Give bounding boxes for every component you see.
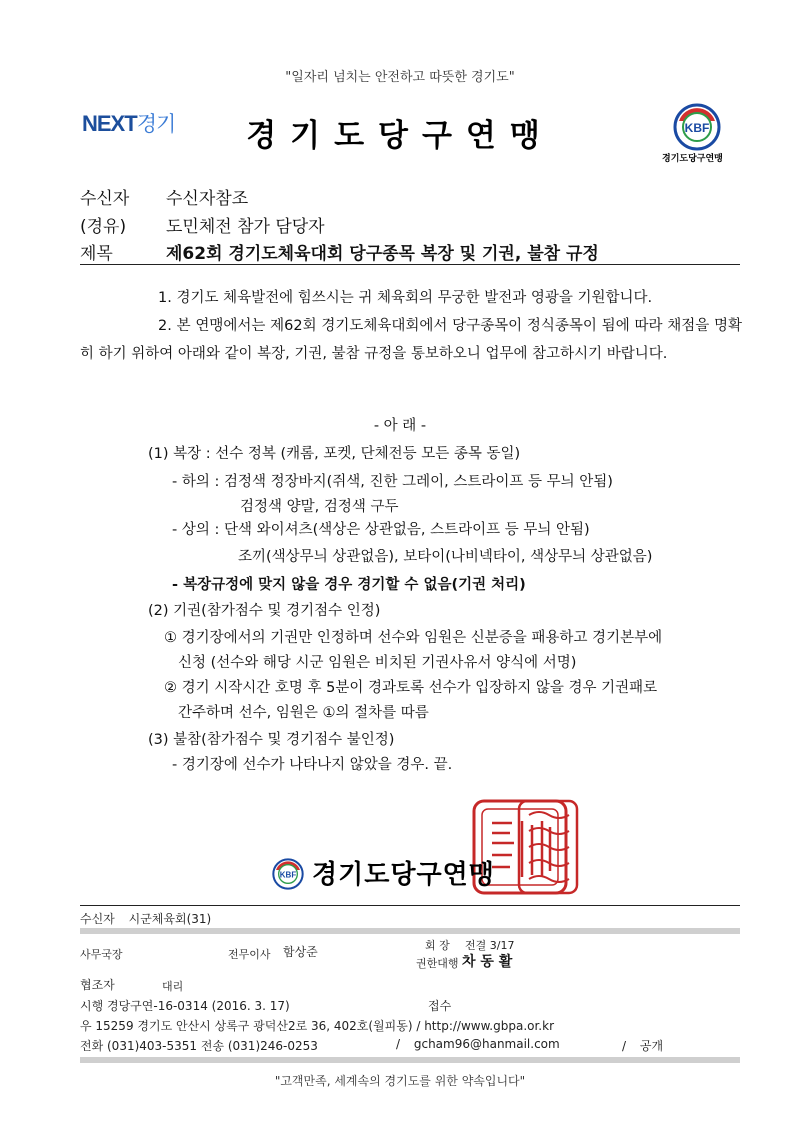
kbf-sender-logo-label: KBF (279, 870, 297, 880)
body-paragraphs (80, 284, 742, 368)
president-label: 회 장 (425, 939, 450, 952)
footer-recipients (80, 910, 211, 927)
below-heading: - 아 래 - (373, 418, 427, 434)
section-1-title: (1) 복장 : 선수 정복 (캐롬, 포켓, 단체전등 모든 종목 동일) (148, 446, 521, 462)
director-label: 전무이사 (228, 948, 271, 961)
paragraph-2: 2. 본 연맹에서는 제62회 경기도체육대회에서 당구종목이 정식종목이 됨에 따라 채점을 명확히 하기 위하여 아래와 같이 복장, 기권, 불참 규정을 통보하오니 업무에 참고하시기 바랍니다. (80, 318, 742, 362)
subject-row (80, 239, 599, 264)
top-slogan: "일자리 넘치는 안전하고 따뜻한 경기도" (285, 70, 515, 85)
section-3-title: (3) 불참(참가점수 및 경기점수 불인정) (148, 732, 395, 748)
recipient-label: 수신자 (80, 189, 130, 209)
public-line: / 공개 (622, 1039, 664, 1053)
footer-top-divider (80, 905, 740, 906)
via-value: 도민체전 참가 담당자 (166, 217, 325, 237)
cooperator-label: 협조자 (80, 978, 115, 992)
bottom-slogan: "고객만족, 세계속의 경기도를 위한 약속입니다" (274, 1074, 526, 1088)
secretary-label: 사무국장 (80, 948, 123, 961)
next-logo-en: NEXT (82, 111, 137, 136)
recipient-value: 수신자참조 (166, 189, 249, 209)
footer-recipients-label: 수신자 (80, 912, 115, 926)
section-1-bottom-line-2: 검정색 양말, 검정색 구두 (240, 499, 399, 515)
approval-label: 전결 3/17 (465, 939, 515, 952)
delegate-label: 권한대행 (416, 957, 459, 970)
subject-label: 제목 (80, 244, 113, 264)
section-2-item-2-a: ② 경기 시작시간 호명 후 5분이 경과토록 선수가 입장하지 않을 경우 기권패로 (164, 680, 658, 696)
footer-shade-bar (80, 928, 740, 934)
recipient-row (80, 184, 248, 209)
director-name: 함상준 (283, 945, 318, 959)
address-line: 우 15259 경기도 안산시 상록구 광덕산2로 36, 402호(월피동) / http://www.gbpa.or.kr (80, 1019, 554, 1033)
paragraph-1: 1. 경기도 체육발전에 힘쓰시는 귀 체육회의 무궁한 발전과 영광을 기원합니다. (158, 290, 653, 306)
via-row (80, 212, 325, 237)
sender-name: 경기도당구연맹 (312, 860, 495, 890)
subject-value: 제62회 경기도체육대회 당구종목 복장 및 기권, 불참 규정 (166, 244, 599, 264)
section-3-item: - 경기장에 선수가 나타나지 않았을 경우. 끝. (172, 757, 453, 773)
kbf-logo-caption: 경기도당구연맹 (662, 154, 723, 164)
receive-label: 접수 (428, 999, 452, 1013)
section-1-bottom-line-1: - 하의 : 검정색 정장바지(쥐색, 진한 그레이, 스트라이프 등 무늬 안됨) (172, 474, 613, 490)
section-2-item-1-a: ① 경기장에서의 기권만 인정하며 선수와 임원은 신분증을 패용하고 경기본부에 (164, 630, 663, 646)
email-line: / gcham96@hanmail.com (396, 1037, 560, 1051)
section-1-top-line-2: 조끼(색상무늬 상관없음), 보타이(나비넥타이, 색상무늬 상관없음) (238, 549, 653, 565)
public-label: 공개 (639, 1039, 664, 1053)
via-label: (경유) (80, 217, 127, 237)
phone-line: 전화 (031)403-5351 전송 (031)246-0253 (80, 1039, 318, 1053)
header-divider (80, 264, 740, 265)
email-link[interactable]: gcham96@hanmail.com (413, 1037, 560, 1051)
kbf-logo-label: KBF (684, 121, 710, 135)
footer-bottom-bar (80, 1057, 740, 1063)
section-2-item-1-b: 신청 (선수와 해당 시군 임원은 비치된 기권사유서 양식에 서명) (178, 655, 577, 671)
second-seal-icon (515, 797, 581, 897)
section-2-title: (2) 기권(참가점수 및 경기점수 인정) (148, 603, 381, 619)
footer-recipients-value: 시군체육회(31) (128, 912, 212, 926)
kbf-sender-logo-icon (272, 858, 304, 890)
enforce-line: 시행 경당구연-16-0314 (2016. 3. 17) (80, 999, 290, 1013)
delegate-name: 차 동 활 (462, 954, 513, 970)
section-1-top-line-1: - 상의 : 단색 와이셔츠(색상은 상관없음, 스트라이프 등 무늬 안됨) (172, 522, 590, 538)
kbf-logo-icon (673, 103, 721, 151)
cooperator-value: 대리 (162, 980, 184, 993)
section-1-rule: - 복장규정에 맞지 않을 경우 경기할 수 없음(기권 처리) (172, 577, 526, 593)
next-logo-kr: 경기 (136, 113, 176, 136)
organization-title: 경기도당구연맹 (246, 118, 554, 154)
section-2-item-2-b: 간주하며 선수, 임원은 ①의 절차를 따름 (178, 705, 429, 721)
